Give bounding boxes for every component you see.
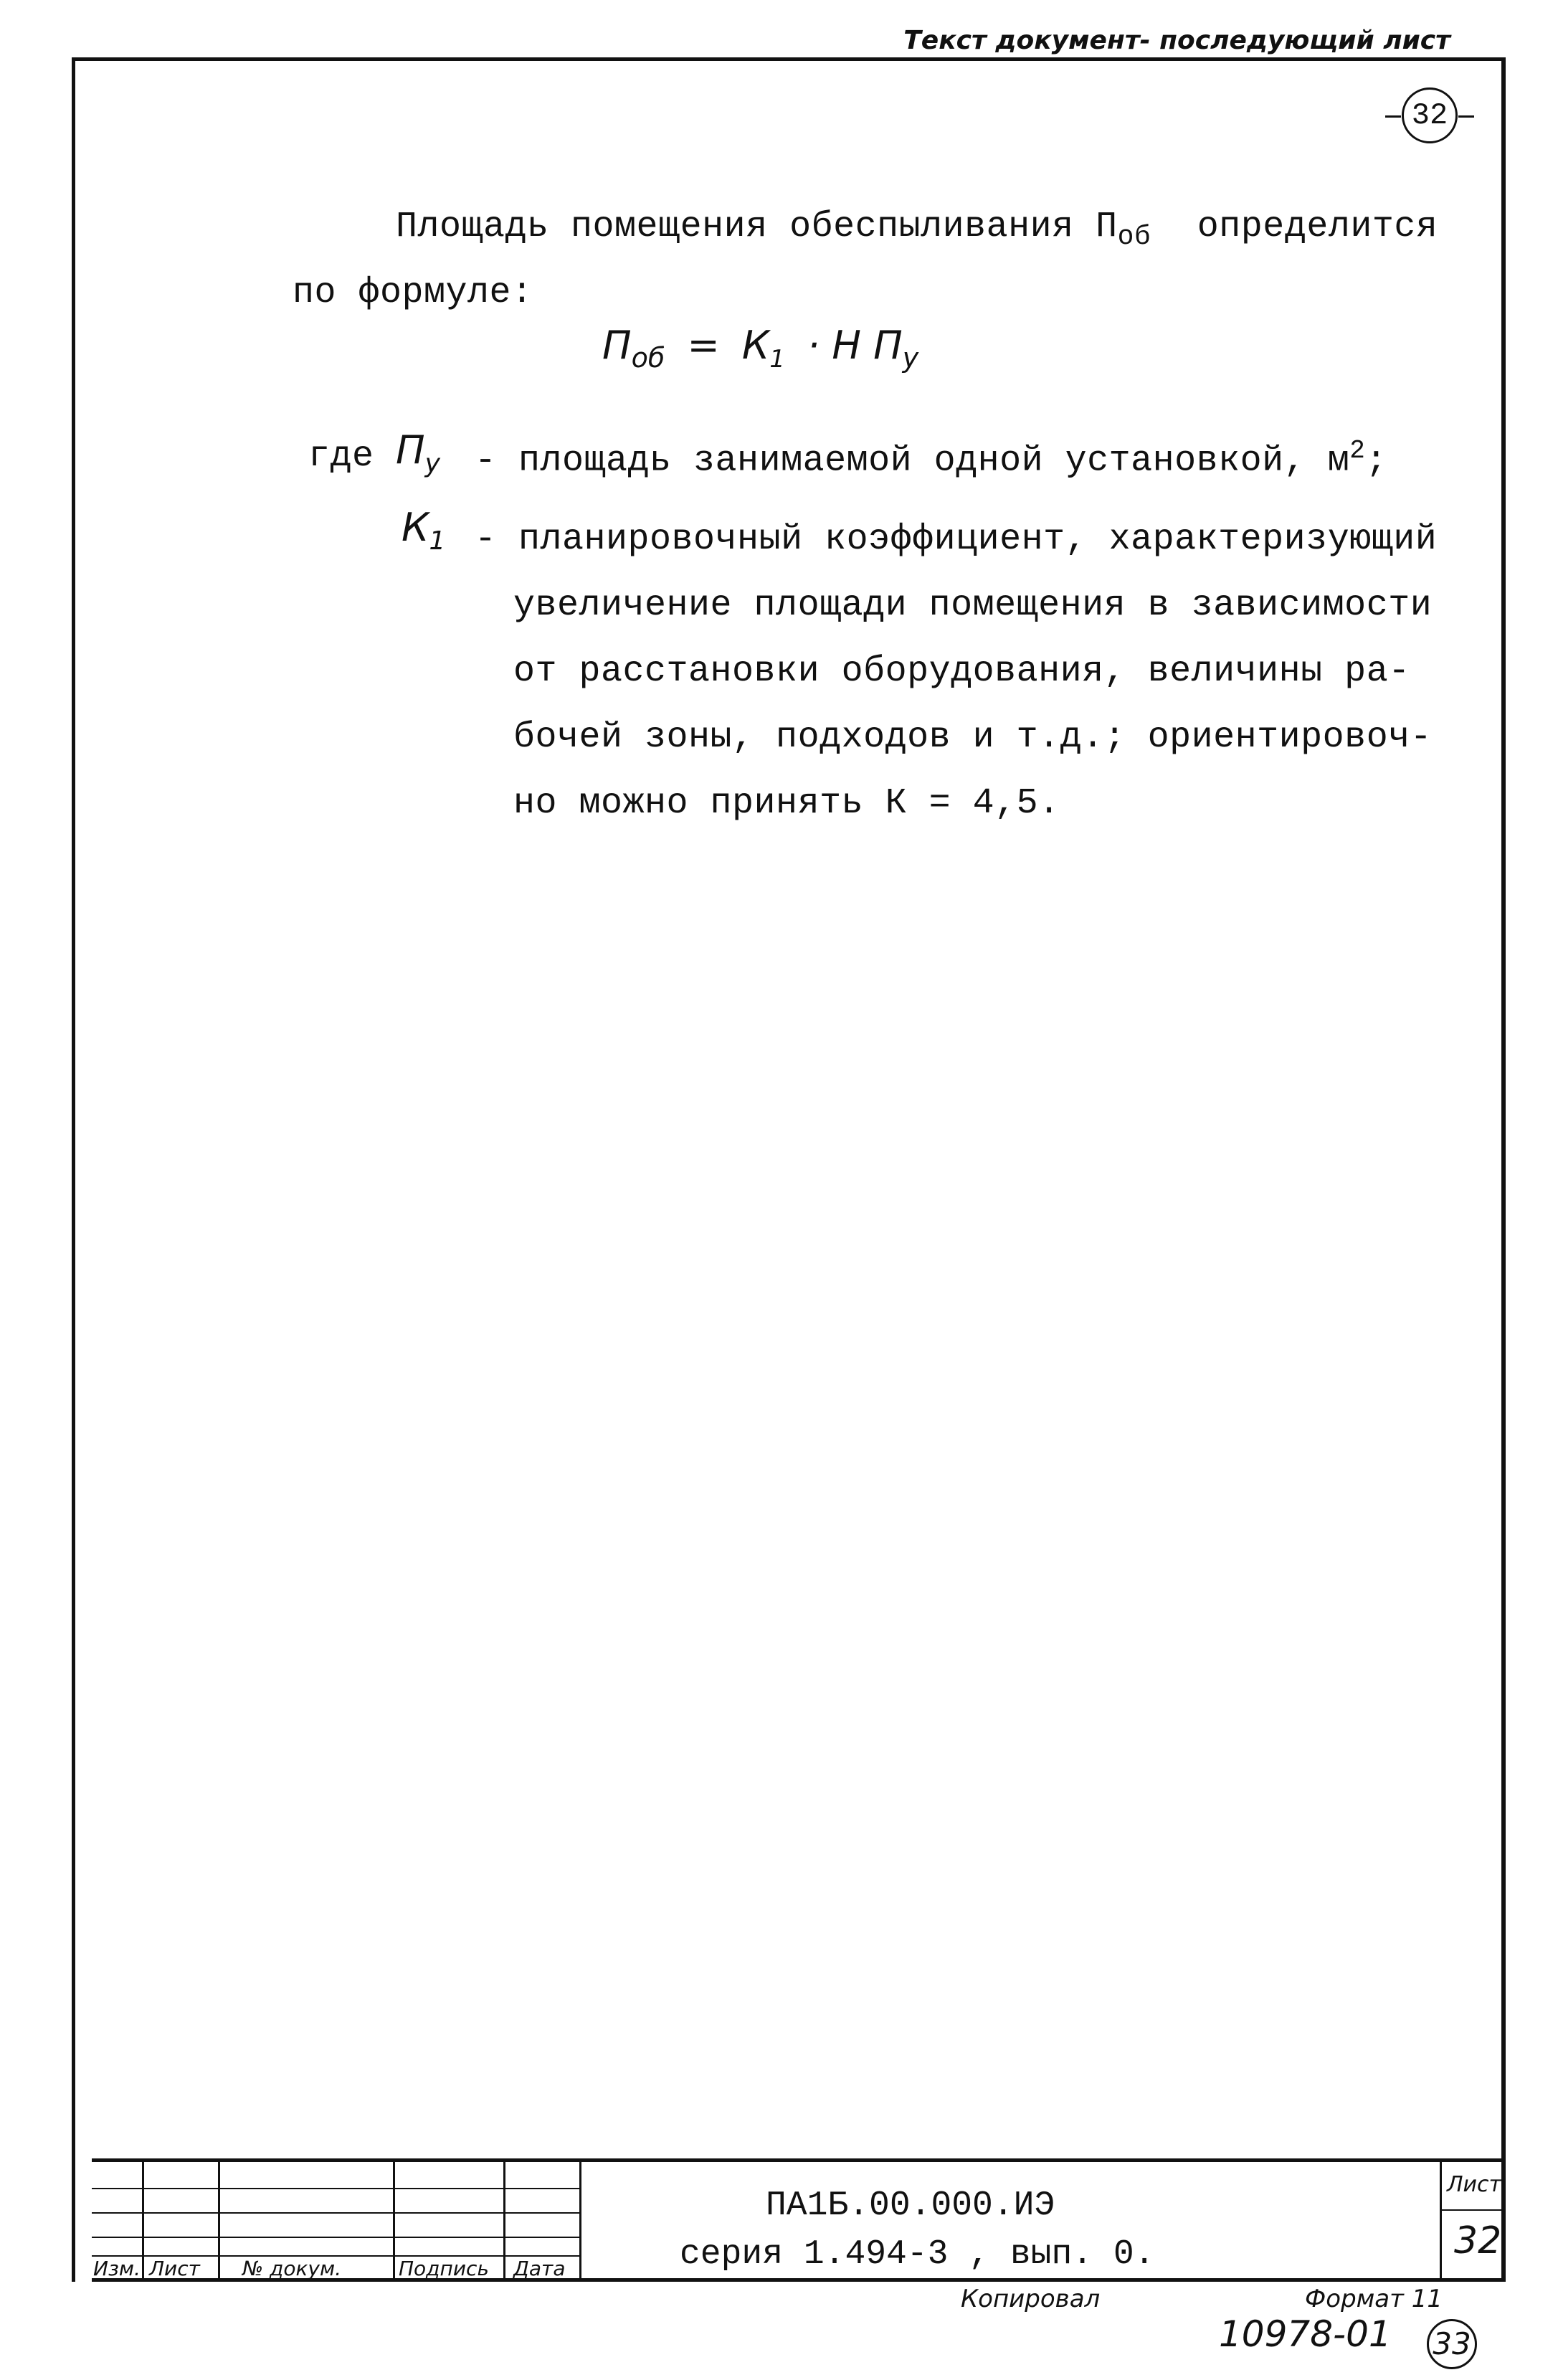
page-number-circle-bottom: 33 xyxy=(1427,2319,1477,2369)
format-label: Формат 11 xyxy=(1305,2285,1443,2313)
definition-symbol: $П_у$ xyxy=(396,427,440,478)
where-word: где xyxy=(308,436,374,477)
sheet-label: Лист xyxy=(1447,2172,1502,2197)
definition-line: но можно принять К = 4,5. xyxy=(513,783,1060,824)
formula: $П_{об} = К_1 \cdot Н$ $П_у$ xyxy=(602,323,919,374)
copied-label: Копировал xyxy=(961,2285,1101,2313)
paragraph-line: по формуле: xyxy=(293,272,533,313)
title-col-label: Изм. xyxy=(93,2257,141,2280)
title-col-label: Подпись xyxy=(399,2257,489,2280)
definition-line: - планировочный коэффициент, характеризующий xyxy=(475,519,1438,560)
document-series: серия 1.494-3 , вып. 0. xyxy=(680,2235,1155,2274)
title-col-label: № докум. xyxy=(242,2257,342,2280)
page-number-circle: 32 xyxy=(1402,87,1458,143)
title-block xyxy=(92,2158,1506,2282)
definition-line: от расстановки оборудования, величины ра- xyxy=(513,651,1410,692)
form-note: Текст документ- последующий лист xyxy=(903,26,1450,55)
title-col-label: Дата xyxy=(513,2257,566,2280)
title-col-label: Лист xyxy=(149,2257,200,2280)
definition-line: увеличение площади помещения в зависимости xyxy=(513,585,1433,626)
sheet-number: 32 xyxy=(1454,2219,1502,2262)
paragraph-line: Площадь помещения обеспыливания $П_{об}$ определится xyxy=(396,207,1438,252)
definition-line: бочей зоны, подходов и т.д.; ориентировоч- xyxy=(513,717,1433,758)
definition-symbol: $К_1$ xyxy=(402,505,446,556)
sheet-frame xyxy=(72,57,1506,2282)
definition-text: - площадь занимаемой одной установкой, $м^2$; xyxy=(475,436,1387,482)
order-number: 10978-01 xyxy=(1219,2313,1392,2355)
document-code: ПА1Б.00.000.ИЭ xyxy=(766,2186,1055,2225)
